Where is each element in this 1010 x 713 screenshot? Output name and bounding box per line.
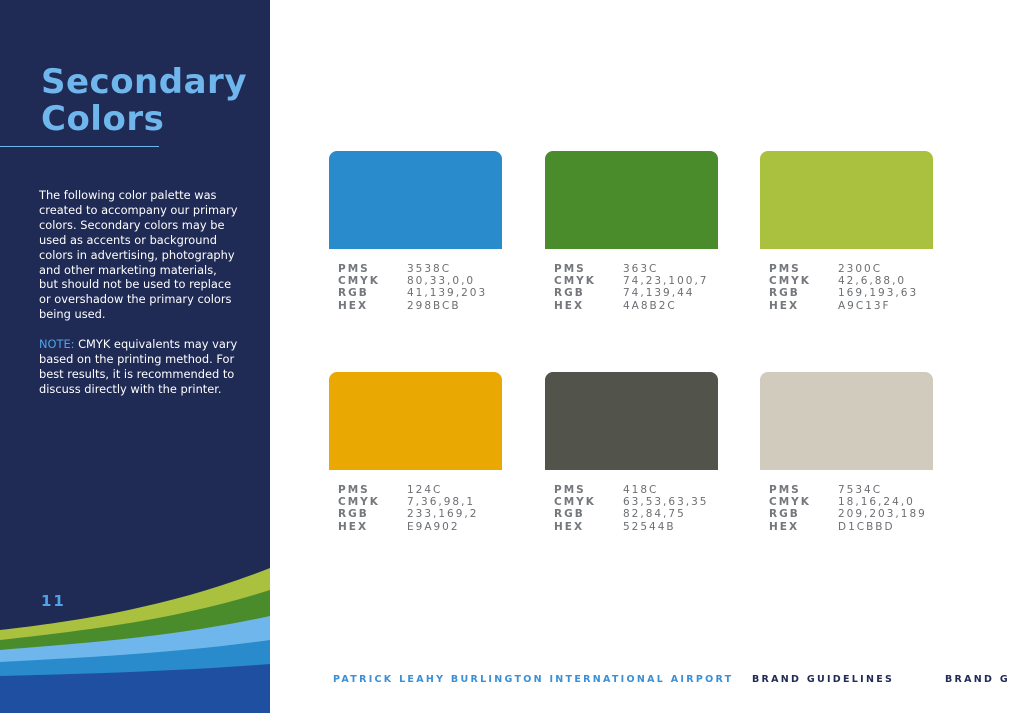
cmyk-label: CMYK	[338, 496, 380, 509]
color-chip	[760, 372, 933, 470]
title-divider	[0, 146, 159, 147]
sidebar-panel	[0, 0, 270, 713]
color-specs	[545, 484, 718, 533]
hex-label: HEX	[338, 299, 369, 312]
color-specs	[545, 263, 718, 312]
rgb-label: RGB	[554, 508, 585, 521]
swatch-card	[760, 151, 933, 312]
rgb-value: 169,193,63	[838, 287, 919, 300]
footer-section-title: BRAND GUIDELINES	[752, 674, 895, 685]
pms-label: PMS	[554, 484, 586, 496]
swatch-card	[329, 372, 502, 533]
rgb-label: RGB	[769, 287, 800, 300]
hex-label: HEX	[769, 299, 800, 312]
cmyk-value: 18,16,24,0	[838, 496, 915, 509]
color-chip	[329, 151, 502, 249]
swatch-card	[545, 151, 718, 312]
intro-paragraph: The following color palette was created to accompany our primary colors. Secondary colors may be used as accents or background colors in advertising, photography and other marketing materials, but should not be used to replace or overshadow the primary colors being used.	[39, 188, 238, 322]
cmyk-label: CMYK	[338, 275, 380, 288]
rgb-value: 233,169,2	[407, 508, 479, 521]
pms-label: PMS	[338, 484, 370, 496]
page-number: 11	[41, 592, 66, 610]
color-specs	[760, 263, 933, 312]
note-text: CMYK equivalents may vary based on the printing method. For best results, it is recommended to discuss directly with the printer.	[39, 337, 238, 396]
hex-value: E9A902	[407, 520, 460, 533]
color-specs	[329, 263, 502, 312]
hex-label: HEX	[554, 299, 585, 312]
pms-value: 124C	[407, 484, 443, 496]
page-title	[41, 64, 247, 138]
rgb-value: 209,203,189	[838, 508, 927, 521]
rgb-label: RGB	[338, 287, 369, 300]
color-chip	[760, 151, 933, 249]
cmyk-value: 7,36,98,1	[407, 496, 476, 509]
pms-label: PMS	[338, 263, 370, 275]
pms-label: PMS	[554, 263, 586, 275]
pms-value: 3538C	[407, 263, 452, 275]
title-line-2: Colors	[41, 99, 165, 139]
cmyk-label: CMYK	[554, 275, 596, 288]
rgb-label: RGB	[769, 508, 800, 521]
footer-section-title-partial: BRAND G	[945, 674, 1010, 685]
hex-label: HEX	[554, 520, 585, 533]
cmyk-value: 63,53,63,35	[623, 496, 709, 509]
cmyk-value: 80,33,0,0	[407, 275, 476, 288]
rgb-value: 82,84,75	[623, 508, 686, 521]
cmyk-label: CMYK	[769, 496, 811, 509]
pms-value: 418C	[623, 484, 659, 496]
note-paragraph	[39, 337, 239, 397]
swatch-card	[760, 372, 933, 533]
color-chip	[545, 372, 718, 470]
hex-value: 4A8B2C	[623, 299, 677, 312]
rgb-label: RGB	[554, 287, 585, 300]
pms-value: 363C	[623, 263, 659, 275]
hex-value: 298BCB	[407, 299, 461, 312]
color-chip	[545, 151, 718, 249]
swatch-card	[329, 151, 502, 312]
pms-label: PMS	[769, 263, 801, 275]
cmyk-value: 42,6,88,0	[838, 275, 907, 288]
cmyk-label: CMYK	[769, 275, 811, 288]
note-label: NOTE:	[39, 337, 75, 351]
color-specs	[760, 484, 933, 533]
rgb-label: RGB	[338, 508, 369, 521]
rgb-value: 74,139,44	[623, 287, 695, 300]
hex-label: HEX	[769, 520, 800, 533]
cmyk-label: CMYK	[554, 496, 596, 509]
title-line-1: Secondary	[41, 62, 247, 102]
hex-value: D1CBBD	[838, 520, 895, 533]
color-specs	[329, 484, 502, 533]
pms-label: PMS	[769, 484, 801, 496]
rgb-value: 41,139,203	[407, 287, 488, 300]
pms-value: 7534C	[838, 484, 883, 496]
hex-label: HEX	[338, 520, 369, 533]
swatch-card	[545, 372, 718, 533]
hex-value: 52544B	[623, 520, 676, 533]
hex-value: A9C13F	[838, 299, 891, 312]
color-chip	[329, 372, 502, 470]
footer-organization: PATRICK LEAHY BURLINGTON INTERNATIONAL AIRPORT	[333, 674, 734, 685]
pms-value: 2300C	[838, 263, 883, 275]
cmyk-value: 74,23,100,7	[623, 275, 709, 288]
decorative-waves	[0, 560, 270, 713]
